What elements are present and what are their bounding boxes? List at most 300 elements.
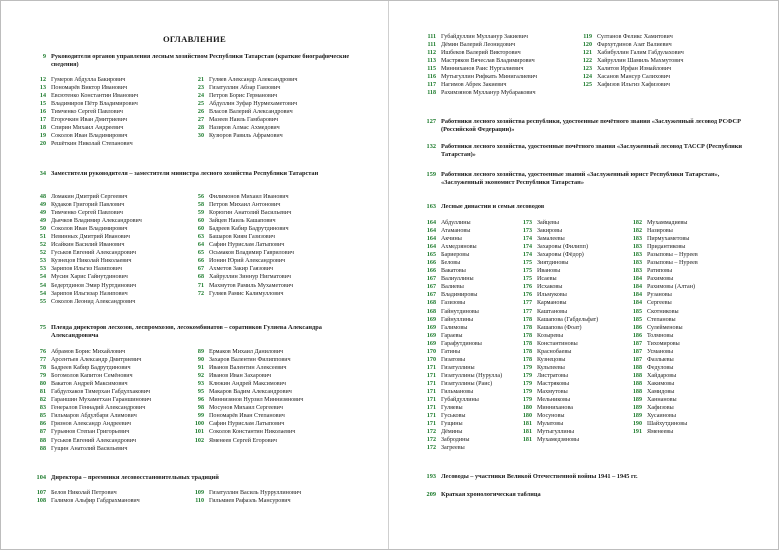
entry-name: Акчины — [441, 236, 462, 243]
entry-name: Белов Николай Петрович — [51, 490, 117, 496]
toc-entry — [32, 140, 192, 148]
toc-entry — [422, 444, 542, 452]
entry-page-number: 182 — [632, 220, 642, 226]
entry-name: Степановы — [647, 316, 676, 323]
toc-entry — [190, 412, 365, 420]
toc-entry — [578, 33, 748, 41]
entry-name: Мазеев Наиль Гамбарович — [209, 117, 279, 124]
toc-entry — [422, 89, 582, 97]
entry-page-number: 175 — [522, 276, 532, 283]
entry-page-number: 28 — [197, 125, 204, 132]
entry-name: Гуськовы — [441, 413, 466, 420]
name-list — [32, 489, 192, 505]
toc-entry — [32, 193, 192, 201]
toc-entry — [518, 251, 638, 259]
entry-page-number: 99 — [197, 413, 204, 420]
toc-entry — [32, 396, 192, 404]
entry-name: Ильмуковы — [537, 292, 567, 299]
toc-entry — [190, 124, 365, 132]
entry-page-number: 23 — [197, 85, 204, 92]
entry-page-number: 164 — [426, 244, 436, 251]
toc-entry — [518, 308, 638, 316]
entry-page-number: 174 — [522, 252, 532, 259]
entry-name: Ратиповы — [647, 268, 673, 275]
entry-page-number: 187 — [632, 340, 642, 347]
toc-entry — [628, 420, 758, 428]
toc-entry — [190, 489, 365, 497]
name-list — [628, 219, 758, 436]
entry-page-number: 95 — [197, 389, 204, 396]
entry-page-number: 176 — [522, 284, 532, 291]
entry-page-number: 116 — [427, 74, 436, 81]
entry-page-number: 172 — [426, 429, 436, 436]
toc-entry — [190, 364, 365, 372]
entry-name: Гатины — [441, 348, 461, 355]
entry-page-number: 100 — [194, 421, 204, 428]
entry-name: Гумеров Абдулла Бакирович — [51, 77, 126, 83]
entry-page-number: 171 — [426, 413, 436, 420]
entry-name: Яменеев Сергей Егорович — [209, 437, 277, 444]
entry-name: Валиевы — [441, 284, 464, 291]
entry-page-number: 185 — [632, 308, 642, 315]
section-title: Работники лесного хозяйства, удостоенные званий «Заслуженный юрист Республики Татарстан», «Заслуженный экономист Республики Татарстан» — [441, 171, 720, 186]
entry-page-number: 111 — [427, 42, 436, 49]
toc-entry — [628, 308, 758, 316]
entry-page-number: 16 — [39, 109, 46, 116]
toc-entry — [32, 233, 192, 241]
entry-page-number: 71 — [197, 282, 204, 289]
entry-name: Галимовы — [441, 324, 468, 331]
entry-page-number: 170 — [426, 356, 436, 363]
name-list — [32, 76, 192, 148]
toc-entry — [628, 380, 758, 388]
entry-name: Сафин Нурислам Латыпович — [209, 421, 285, 428]
entry-name: Петров Михаил Антонович — [209, 202, 281, 209]
toc-entry — [32, 273, 192, 281]
toc-entry — [628, 275, 758, 283]
entry-name: Клюкин Андрей Максимович — [209, 381, 286, 388]
toc-entry — [190, 100, 365, 108]
entry-page-number: 85 — [39, 413, 46, 420]
entry-name: Рахимовы (Алтан) — [647, 284, 696, 291]
name-list — [422, 33, 582, 97]
name-list — [190, 348, 365, 445]
entry-page-number: 79 — [39, 373, 46, 380]
entry-page-number: 121 — [582, 50, 592, 57]
toc-entry — [518, 420, 638, 428]
entry-name: Галимов Альфир Габдрахманович — [51, 498, 140, 505]
entry-name: Кармановы — [537, 300, 567, 307]
entry-page-number: 63 — [197, 234, 204, 241]
toc-entry — [32, 404, 192, 412]
entry-name: Федуловы — [647, 364, 674, 371]
section-page-number: 132 — [426, 143, 436, 150]
toc-entry — [32, 282, 192, 290]
section-title: Заместители руководителя – заместители министра лесного хозяйства Республики Татарстан — [51, 170, 319, 177]
entry-name: Гильмановы — [441, 388, 474, 395]
entry-name: Махмутов Рамиль Мухаметович — [209, 282, 294, 289]
entry-page-number: 164 — [426, 228, 436, 235]
entry-name: Гуляевы — [441, 405, 463, 412]
entry-page-number: 53 — [39, 258, 46, 265]
toc-entry — [32, 380, 192, 388]
entry-name: Мастряков Вячеслав Владимирович — [441, 58, 535, 65]
toc-entry — [32, 420, 192, 428]
entry-page-number: 175 — [522, 268, 532, 275]
entry-page-number: 167 — [426, 276, 436, 283]
toc-entry — [628, 388, 758, 396]
entry-name: Кашапова (Фоат) — [537, 324, 582, 331]
entry-name: Захаров Валентин Филиппович — [209, 357, 291, 364]
entry-name: Загреевы — [441, 445, 465, 452]
toc-entry — [190, 282, 365, 290]
section-title: Лесоводы – участники Великой Отечественной войны 1941 – 1945 гг. — [441, 473, 638, 480]
entry-name: Разыповы – Нуреев — [647, 252, 698, 259]
entry-page-number: 171 — [426, 372, 436, 379]
toc-entry — [518, 324, 638, 332]
entry-page-number: 81 — [39, 389, 46, 396]
entry-name: Хайруллин Шамиль Махмутович — [597, 58, 684, 65]
toc-entry — [190, 241, 365, 249]
entry-name: Дёмин Валерий Леонидович — [441, 42, 516, 49]
toc-entry — [628, 291, 758, 299]
entry-page-number: 171 — [426, 421, 436, 428]
entry-name: Тимченко Сергей Павлович — [51, 210, 123, 217]
entry-page-number: 78 — [39, 365, 46, 372]
toc-entry — [32, 445, 192, 453]
entry-name: Арсентьев Александр Дмитриевич — [51, 357, 142, 364]
name-list — [32, 193, 192, 306]
entry-page-number: 102 — [194, 437, 204, 444]
toc-entry — [32, 372, 192, 380]
toc-entry — [32, 265, 192, 273]
entry-page-number: 18 — [39, 125, 46, 132]
entry-page-number: 108 — [36, 498, 46, 505]
entry-name: Петров Борис Германович — [209, 93, 278, 100]
toc-entry — [518, 316, 638, 324]
toc-entry — [518, 259, 638, 267]
entry-page-number: 169 — [426, 324, 436, 331]
toc-entry — [628, 372, 758, 380]
entry-page-number: 89 — [197, 349, 204, 355]
entry-page-number: 173 — [522, 228, 532, 235]
section-page-number: 127 — [426, 118, 436, 125]
entry-name: Гуляев Александр Александрович — [209, 77, 298, 83]
entry-name: Беловы — [441, 260, 461, 267]
entry-page-number: 90 — [197, 357, 204, 364]
entry-page-number: 54 — [39, 290, 46, 297]
toc-entry — [190, 132, 365, 140]
entry-name: Абдуллин Зуфар Нурмехаметович — [209, 101, 298, 108]
entry-page-number: 166 — [426, 268, 436, 275]
toc-entry — [628, 396, 758, 404]
entry-page-number: 122 — [582, 58, 592, 65]
entry-page-number: 182 — [632, 228, 642, 235]
entry-name: Толмновы — [647, 332, 674, 339]
entry-name: Минниханова — [537, 405, 573, 412]
entry-name: Хайруллин Зиннур Нигматович — [209, 274, 291, 281]
entry-name: Абдуллины — [441, 220, 471, 226]
name-list — [32, 348, 192, 453]
entry-page-number: 65 — [197, 250, 204, 257]
entry-name: Хасанов Мансур Салихович — [597, 74, 671, 81]
entry-page-number: 54 — [39, 274, 46, 281]
entry-name: Зайцевы — [537, 220, 559, 226]
entry-name: Хабибуллин Галим Габдулахович — [597, 50, 684, 57]
entry-page-number: 123 — [582, 66, 592, 73]
entry-name: Мухамедзяновы — [537, 437, 580, 444]
toc-entry — [518, 235, 638, 243]
left-page — [0, 0, 389, 550]
entry-page-number: 183 — [632, 260, 642, 267]
entry-page-number: 184 — [632, 292, 642, 299]
entry-name: Гизатуллины (Раис) — [441, 380, 493, 387]
toc-entry — [628, 219, 758, 227]
entry-page-number: 93 — [197, 381, 204, 388]
toc-entry — [628, 428, 758, 436]
toc-entry — [190, 396, 365, 404]
entry-name: Краснобаевы — [537, 348, 572, 355]
entry-name: Гуськов Евгений Александрович — [51, 437, 137, 444]
entry-page-number: 173 — [522, 220, 532, 226]
toc-entry — [578, 57, 748, 65]
entry-name: Гущин Анатолий Васильевич — [51, 445, 128, 452]
entry-page-number: 169 — [426, 316, 436, 323]
entry-name: Сафин Нурислам Латыпович — [209, 242, 285, 249]
entry-page-number: 164 — [426, 236, 436, 243]
toc-entry — [422, 57, 582, 65]
entry-name: Хамидовы — [647, 388, 675, 395]
toc-entry — [422, 81, 582, 89]
entry-name: Вакатов Андрей Максимович — [51, 381, 128, 388]
entry-page-number: 171 — [426, 380, 436, 387]
entry-name: Мутыгуллины — [537, 429, 575, 436]
entry-page-number: 172 — [426, 437, 436, 444]
entry-name: Фазлыевы — [647, 356, 674, 363]
entry-page-number: 49 — [39, 218, 46, 225]
entry-name: Габдулхаков Тимерхан Габдулхакович — [51, 389, 151, 396]
toc-entry — [578, 41, 748, 49]
right-page — [390, 0, 779, 550]
entry-page-number: 171 — [426, 405, 436, 412]
entry-name: Атамановы — [441, 228, 471, 235]
entry-name: Гущины — [441, 421, 463, 428]
toc-entry — [628, 227, 758, 235]
toc-entry — [190, 217, 365, 225]
entry-page-number: 171 — [426, 388, 436, 395]
toc-entry — [32, 290, 192, 298]
entry-name: Рузановы — [647, 292, 672, 299]
entry-name: Соколов Леонид Александрович — [51, 298, 136, 305]
entry-page-number: 53 — [39, 266, 46, 273]
entry-page-number: 179 — [522, 380, 532, 387]
entry-page-number: 24 — [197, 93, 204, 100]
entry-page-number: 17 — [39, 117, 46, 124]
entry-name: Корюгин Анатолий Васильевич — [209, 210, 292, 217]
entry-name: Решёткин Николай Степанович — [51, 141, 133, 148]
section-heading — [422, 118, 752, 134]
entry-name: Губайдуллины — [441, 397, 479, 404]
entry-name: Гизатуллин Абзар Гаязович — [209, 85, 281, 92]
entry-page-number: 109 — [194, 490, 204, 496]
toc-entry — [32, 132, 192, 140]
toc-entry — [518, 356, 638, 364]
entry-page-number: 172 — [426, 445, 436, 452]
section-heading — [422, 203, 752, 211]
toc-entry — [518, 364, 638, 372]
toc-entry — [32, 209, 192, 217]
entry-page-number: 189 — [632, 397, 642, 404]
toc-entry — [518, 348, 638, 356]
entry-name: Бариеровы — [441, 252, 470, 259]
entry-page-number: 76 — [39, 349, 46, 355]
entry-name: Хафизов Ильгиз Хафизович — [597, 82, 670, 89]
entry-name: Соколов Константин Николаевич — [209, 429, 296, 436]
toc-entry — [32, 100, 192, 108]
toc-entry — [190, 193, 365, 201]
toc-entry — [190, 380, 365, 388]
toc-entry — [190, 497, 365, 505]
toc-entry — [628, 259, 758, 267]
entry-page-number: 52 — [39, 242, 46, 249]
section-title: Работники лесного хозяйства республики, удостоенные почётного звания «Заслуженный лесовод РСФСР (Российской Федерации)» — [441, 118, 741, 133]
toc-entry — [32, 124, 192, 132]
entry-page-number: 190 — [632, 421, 642, 428]
entry-page-number: 113 — [427, 58, 436, 65]
entry-name: Абрамов Борис Михайлович — [51, 349, 126, 355]
toc-entry — [190, 372, 365, 380]
toc-entry — [32, 298, 192, 306]
section-title: Руководители органов управления лесным хозяйством Республики Татарстан (краткие биографические сведения) — [51, 53, 350, 68]
entry-page-number: 86 — [39, 421, 46, 428]
entry-page-number: 14 — [39, 93, 46, 100]
toc-entry — [518, 412, 638, 420]
entry-page-number: 67 — [197, 266, 204, 273]
entry-name: Забродины — [441, 437, 470, 444]
toc-entry — [518, 219, 638, 227]
toc-entry — [518, 227, 638, 235]
entry-name: Дьячков Владимир Александрович — [51, 218, 142, 225]
entry-page-number: 49 — [39, 210, 46, 217]
entry-page-number: 87 — [39, 429, 46, 436]
entry-page-number: 124 — [582, 74, 592, 81]
toc-entry — [422, 49, 582, 57]
entry-name: Халитов Ирфан Измайлович — [597, 66, 672, 73]
section-title: Работники лесного хозяйства, удостоенные почётного звания «Заслуженный лесовод ТАССР (Республики Татарстан)» — [441, 143, 743, 158]
toc-entry — [32, 489, 192, 497]
toc-entry — [518, 436, 638, 444]
entry-page-number: 48 — [39, 194, 46, 200]
entry-page-number: 50 — [39, 226, 46, 233]
entry-page-number: 30 — [197, 133, 204, 140]
toc-entry — [32, 201, 192, 209]
entry-page-number: 168 — [426, 308, 436, 315]
toc-entry — [628, 243, 758, 251]
entry-page-number: 58 — [197, 202, 204, 209]
toc-entry — [518, 299, 638, 307]
entry-name: Ивановы — [537, 268, 561, 275]
entry-name: Мухаммадиевы — [647, 220, 688, 226]
entry-name: Гильмиев Рафаэль Мансурович — [209, 498, 291, 505]
entry-page-number: 189 — [632, 413, 642, 420]
entry-name: Ломакин Дмитрий Сергеевич — [51, 194, 128, 200]
entry-name: Захаровы (Фёдор) — [537, 252, 584, 259]
entry-name: Султанов Феликс Хамитович — [597, 34, 673, 40]
entry-name: Соколов Иван Владимирович — [51, 133, 128, 140]
entry-name: Кудаков Григорий Павлович — [51, 202, 125, 209]
entry-page-number: 49 — [39, 202, 46, 209]
entry-name: Губайдуллин Муллануp Закиевич — [441, 34, 528, 40]
toc-entry — [518, 396, 638, 404]
section-heading — [32, 53, 362, 69]
entry-name: Кульпеевы — [537, 364, 565, 371]
entry-name: Захаровы (Филипп) — [537, 244, 588, 251]
entry-name: Гизатовы — [441, 356, 466, 363]
entry-name: Гизатуллины — [441, 364, 475, 371]
toc-entry — [32, 428, 192, 436]
entry-name: Пономарёв Иван Степанович — [209, 413, 285, 420]
entry-name: Мулатовы — [537, 421, 564, 428]
section-page-number: 193 — [426, 473, 436, 480]
entry-name: Хакимовы — [647, 380, 675, 387]
toc-entry — [518, 428, 638, 436]
section-page-number: 163 — [426, 203, 436, 210]
entry-page-number: 184 — [632, 284, 642, 291]
toc-entry — [190, 388, 365, 396]
entry-name: Исаевы — [537, 276, 557, 283]
name-list — [578, 33, 748, 89]
entry-page-number: 178 — [522, 348, 532, 355]
toc-entry — [422, 41, 582, 49]
entry-name: Зарипов Ильгизар Назипович — [51, 290, 128, 297]
toc-entry — [190, 249, 365, 257]
toc-entry — [32, 92, 192, 100]
toc-entry — [628, 412, 758, 420]
entry-page-number: 15 — [39, 101, 46, 108]
entry-page-number: 54 — [39, 282, 46, 289]
entry-page-number: 25 — [197, 101, 204, 108]
toc-entry — [190, 92, 365, 100]
entry-name: Мосунов Михаил Сергеевич — [209, 405, 283, 412]
toc-entry — [32, 76, 192, 84]
entry-page-number: 165 — [426, 252, 436, 259]
entry-name: Хайдаровы — [647, 372, 677, 379]
toc-entry — [190, 108, 365, 116]
toc-entry — [190, 76, 365, 84]
entry-name: Владимировы — [441, 292, 478, 299]
entry-page-number: 119 — [583, 34, 592, 40]
entry-page-number: 178 — [522, 340, 532, 347]
toc-entry — [518, 340, 638, 348]
entry-page-number: 185 — [632, 316, 642, 323]
entry-page-number: 170 — [426, 348, 436, 355]
entry-page-number: 186 — [632, 324, 642, 331]
section-heading — [422, 171, 752, 187]
section-page-number: 159 — [426, 171, 436, 178]
toc-entry — [190, 356, 365, 364]
entry-name: Назировы — [647, 228, 673, 235]
entry-page-number: 174 — [522, 244, 532, 251]
section-page-number: 75 — [39, 324, 46, 331]
toc-entry — [422, 65, 582, 73]
entry-page-number: 180 — [522, 405, 532, 412]
entry-page-number: 164 — [426, 220, 436, 226]
section-heading — [32, 170, 362, 186]
entry-name: Усмановы — [647, 348, 674, 355]
toc-entry — [32, 257, 192, 265]
entry-name: Дёмины — [441, 429, 463, 436]
entry-page-number: 187 — [632, 348, 642, 355]
